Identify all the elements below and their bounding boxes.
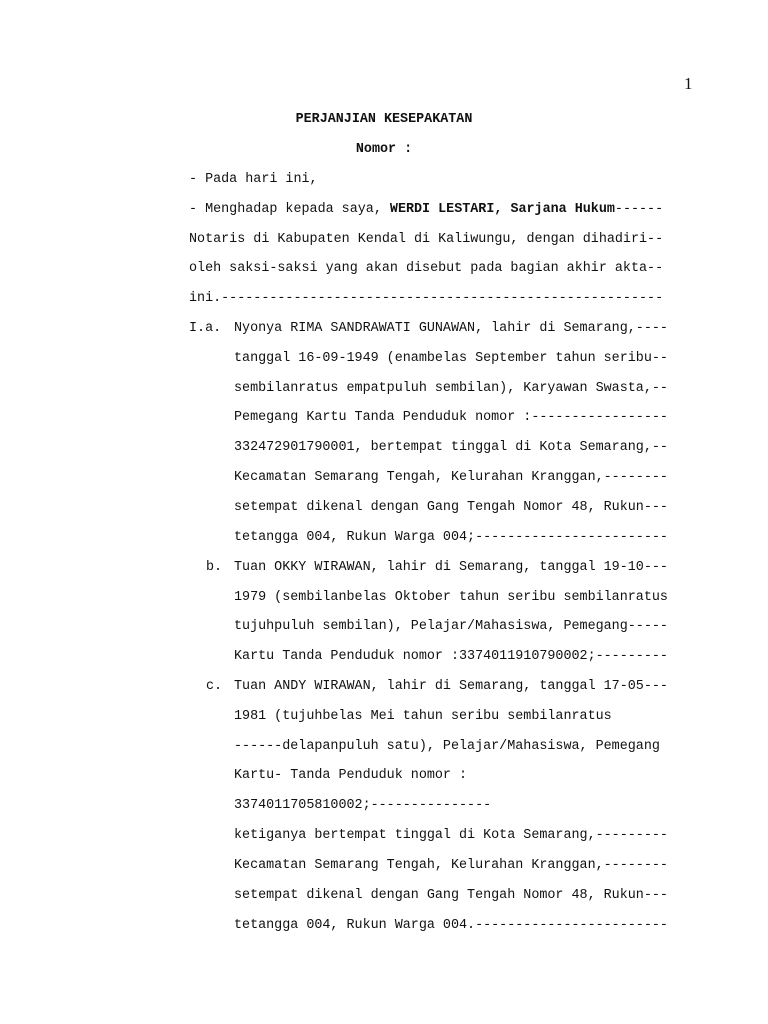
party-c-line: setempat dikenal dengan Gang Tengah Nomor 48, Rukun---	[234, 888, 668, 903]
party-c-marker: c.	[206, 679, 223, 694]
notary-name: WERDI LESTARI, Sarjana Hukum	[389, 202, 615, 217]
party-a-line: Pemegang Kartu Tanda Penduduk nomor :-----------------	[234, 410, 668, 425]
appearance-line	[189, 200, 663, 220]
party-c-line: Kartu- Tanda Penduduk nomor :	[234, 768, 468, 783]
party-a-marker: I.a.	[189, 321, 222, 336]
party-a-first-line: Nyonya RIMA SANDRAWATI GUNAWAN, lahir di Semarang,----	[234, 321, 668, 336]
page-number: 1	[684, 74, 693, 93]
party-c-line: ------delapanpuluh satu), Pelajar/Mahasiswa, Pemegang	[234, 739, 660, 754]
intro-line: ini.-------------------------------------------------------	[189, 291, 664, 306]
party-c-line: tetangga 004, Rukun Warga 004.------------------------	[234, 918, 668, 933]
document-title: PERJANJIAN KESEPAKATAN	[295, 112, 473, 127]
appearance-prefix: - Menghadap kepada saya,	[189, 202, 390, 217]
party-b-line: tujuhpuluh sembilan), Pelajar/Mahasiswa, Pemegang-----	[234, 619, 668, 634]
party-c-line: 1981 (tujuhbelas Mei tahun seribu sembilanratus	[234, 709, 612, 724]
appearance-suffix: ------	[614, 202, 664, 217]
party-a-line: Kecamatan Semarang Tengah, Kelurahan Kranggan,--------	[234, 470, 668, 485]
opening-line: - Pada hari ini,	[189, 172, 318, 187]
party-b-first-line: Tuan OKKY WIRAWAN, lahir di Semarang, tanggal 19-10---	[234, 560, 668, 575]
party-a-line: tetangga 004, Rukun Warga 004;------------------------	[234, 530, 668, 545]
party-a-line: setempat dikenal dengan Gang Tengah Nomor 48, Rukun---	[234, 500, 668, 515]
party-b-marker: b.	[206, 560, 223, 575]
party-b-line: 1979 (sembilanbelas Oktober tahun seribu sembilanratus	[234, 590, 668, 605]
party-a-line: tanggal 16-09-1949 (enambelas September tahun seribu--	[234, 351, 668, 366]
party-b-line: Kartu Tanda Penduduk nomor :3374011910790002;---------	[234, 649, 668, 664]
party-c-line: ketiganya bertempat tinggal di Kota Semarang,---------	[234, 828, 668, 843]
party-c-first-line: Tuan ANDY WIRAWAN, lahir di Semarang, tanggal 17-05---	[234, 679, 668, 694]
party-c-line: Kecamatan Semarang Tengah, Kelurahan Kranggan,--------	[234, 858, 668, 873]
intro-line: oleh saksi-saksi yang akan disebut pada bagian akhir akta--	[189, 261, 664, 276]
document-number-label: Nomor :	[355, 142, 413, 157]
intro-line: Notaris di Kabupaten Kendal di Kaliwungu, dengan dihadiri--	[189, 232, 664, 247]
party-a-line: sembilanratus empatpuluh sembilan), Karyawan Swasta,--	[234, 381, 668, 396]
party-a-line: 332472901790001, bertempat tinggal di Kota Semarang,--	[234, 440, 668, 455]
party-c-line: 3374011705810002;---------------	[234, 798, 492, 813]
